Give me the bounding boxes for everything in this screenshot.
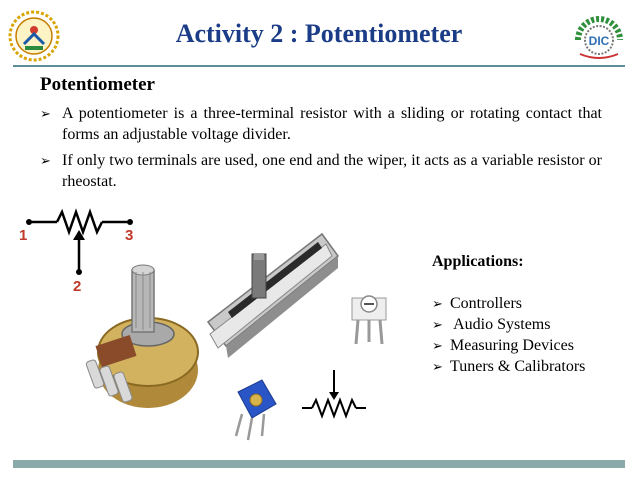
variable-resistor-symbol [302, 370, 366, 416]
slide-potentiometer-image [208, 234, 338, 358]
dic-logo-text: DIC [588, 34, 610, 48]
applications-list [432, 251, 585, 377]
application-label: Tuners & Calibrators [450, 358, 586, 375]
application-label: Controllers [450, 295, 522, 312]
arrow-bullet-icon: ➢ [432, 359, 443, 374]
arrow-bullet-icon: ➢ [40, 153, 51, 168]
arrow-bullet-icon: ➢ [432, 296, 443, 311]
application-label: Audio Systems [450, 316, 551, 333]
footer-bar [13, 460, 625, 468]
arrow-bullet-icon: ➢ [40, 106, 51, 121]
application-item [432, 293, 585, 314]
arrow-bullet-icon: ➢ [432, 338, 443, 353]
terminal-3-label: 3 [125, 227, 134, 244]
terminal-1-label: 1 [19, 227, 28, 244]
application-label: Measuring Devices [450, 337, 574, 354]
trimmer-potentiometer-blue-image [236, 380, 276, 440]
application-item [432, 314, 585, 335]
rotary-potentiometer-image [86, 265, 198, 408]
application-item [432, 335, 585, 356]
bullet-text: A potentiometer is a three-terminal resistor with a sliding or rotating contact that forms an adjustable voltage divider. [62, 105, 602, 143]
potentiometer-schematic [19, 212, 133, 295]
trimmer-potentiometer-white-image [352, 296, 386, 344]
section-heading: Potentiometer [40, 74, 155, 95]
page-title: Activity 2 : Potentiometer [175, 19, 463, 48]
bullet-text: If only two terminals are used, one end and the wiper, it acts as a variable resistor or rheostat. [62, 152, 602, 190]
applications-heading: Applications: [432, 253, 524, 270]
arrow-bullet-icon: ➢ [432, 317, 443, 332]
terminal-2-label: 2 [73, 278, 82, 295]
application-item [432, 356, 585, 377]
